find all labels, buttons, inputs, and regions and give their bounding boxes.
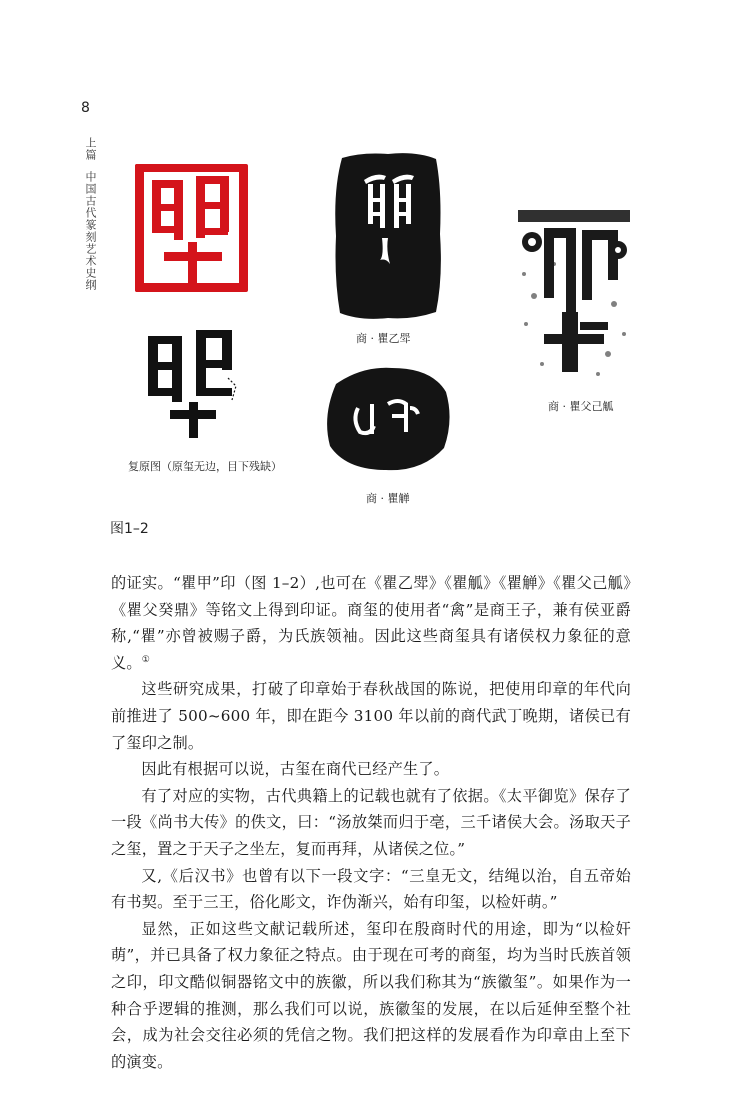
figure-label: 图1–2 [110,521,149,537]
seal-rubbing-b [322,364,454,474]
paragraph-4: 有了对应的实物，古代典籍上的记载也就有了依据。《太平御览》保存了一段《尚书大传》的佚文，曰：“汤放桀而归于亳，三千诸侯大会。汤取天子之玺，置之于天子之坐左，复而再拜，从诸侯之位。” [111,786,631,858]
page-number: 8 [81,100,90,116]
paragraph-5: 又,《后汉书》也曾有以下一段文字：“三皇无文，结绳以治，自五帝始有书契。至于三王，俗化彫文，诈伪渐兴，始有印玺，以检奸萌。” [111,866,631,912]
seal-rubbing-a [332,150,444,322]
paragraph-1-text: 的证实。“瞿甲”印（图 1–2）,也可在《瞿乙斝》《瞿觚》《瞿觯》《瞿父己觚》《瞿父癸鼎》等铭文上得到印证。商玺的使用者“禽”是商王子，兼有侯亚爵称,“瞿”亦曾被赐子爵，为氏族领袖。因此这些商玺具有诸侯权力象征的意义。 [111,574,631,672]
caption-seal-a: 商 · 瞿乙斝 [356,332,411,345]
body-text [111,570,631,1075]
paragraph-3: 因此有根据可以说，古玺在商代已经产生了。 [141,760,450,779]
paragraph-1 [111,570,631,676]
running-header-part: 上篇 [84,137,97,161]
black-seal-restoration [140,326,250,444]
running-header-title: 中国古代篆刻艺术史纲 [84,171,97,291]
paragraph-6: 显然，正如这些文献记载所述，玺印在殷商时代的用途，即为“以检奸萌”，并已具备了权力象征之特点。由于现在可考的商玺，均为当时氏族首领之印，印文酷似铜器铭文中的族徽，所以我们称其为“族徽玺”。如果作为一种合乎逻辑的推测，那么我们可以说，族徽玺的发展，在以后延伸至整个社会，成为社会交往必须的凭信之物。我们把这样的发展看作为印章由上至下的演变。 [111,919,631,1071]
paragraph-2: 这些研究成果，打破了印章始于春秋战国的陈说，把使用印章的年代向前推进了 500~600 年，即在距今 3100 年以前的商代武丁晚期，诸侯已有了玺印之制。 [111,680,631,752]
inscription-rubbing-c [514,204,634,384]
red-seal-restoration [132,158,252,296]
running-header [82,137,98,291]
caption-seal-b: 商 · 瞿觯 [366,492,410,505]
caption-seal-c: 商 · 瞿父己觚 [548,400,614,413]
footnote-marker: ① [141,654,151,665]
caption-restored: 复原图（原玺无边，目下残缺） [128,460,282,473]
